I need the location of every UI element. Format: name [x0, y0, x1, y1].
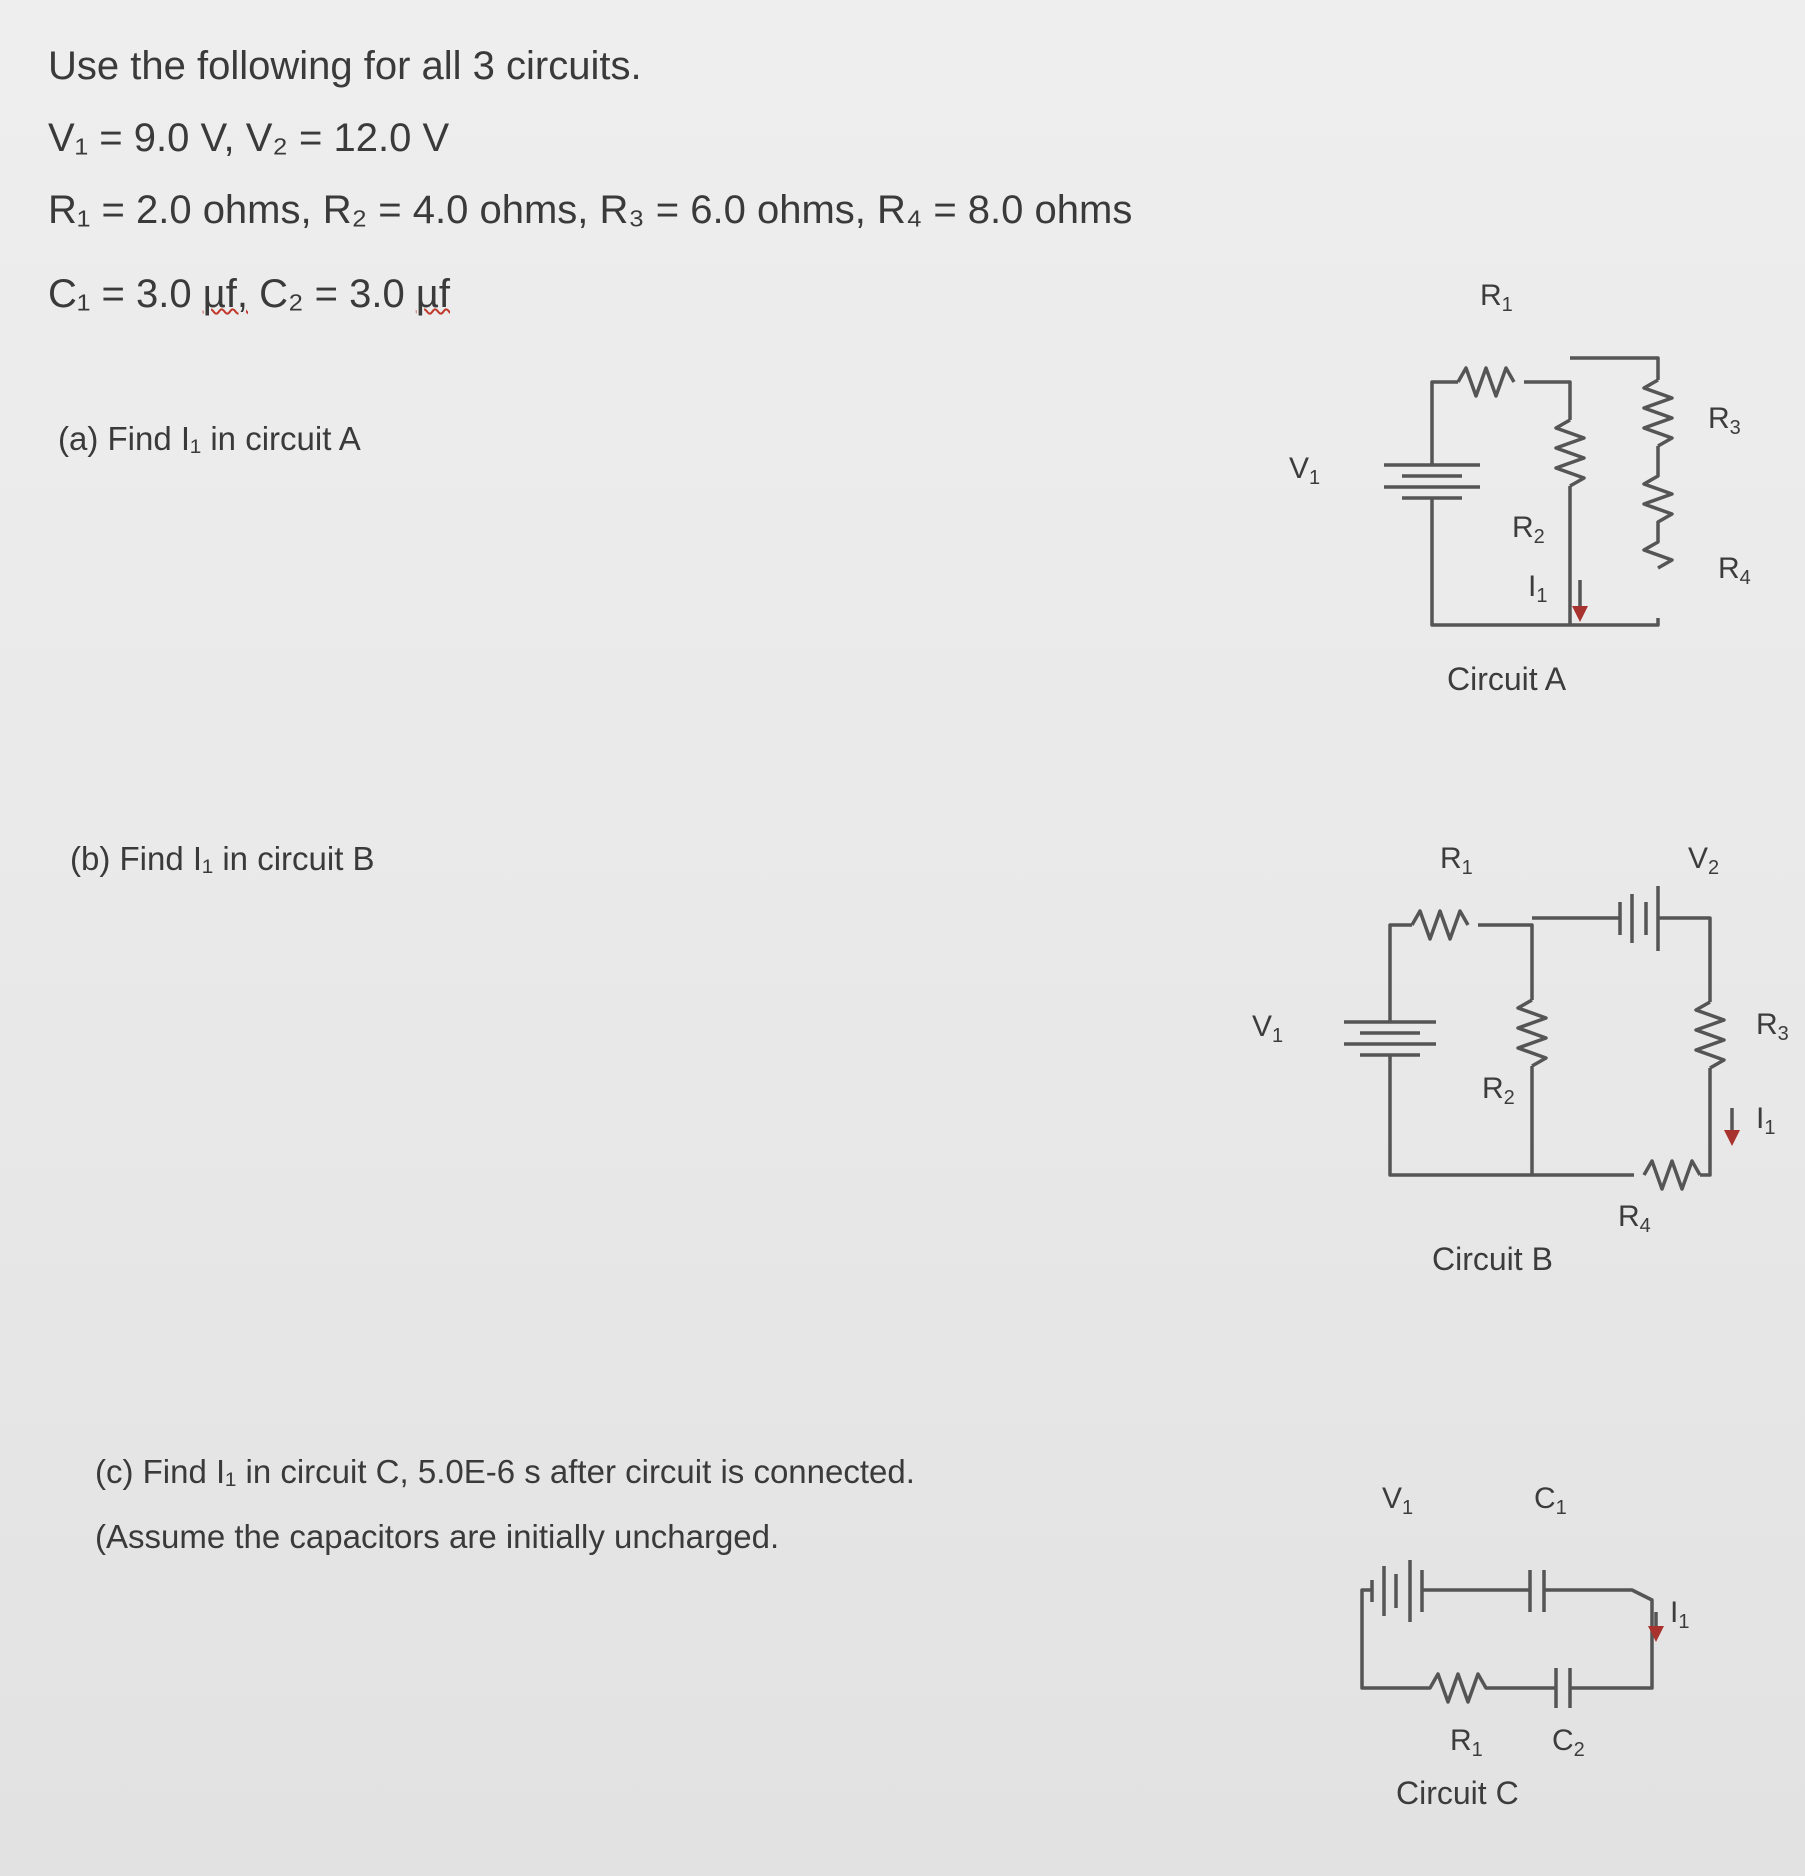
circuit-b-label-r1: $R_1$ [1440, 842, 1473, 879]
circuit-b-current-arrow-head [1724, 1130, 1740, 1146]
circuit-c-label-r1: $R_1$ [1450, 1724, 1483, 1761]
question-b: (b) Find I₁ in circuit B [70, 840, 375, 877]
circuit-c-label-c1: $C_1$ [1534, 1482, 1567, 1519]
circuit-b-caption: Circuit B [1432, 1241, 1553, 1277]
circuit-a-wire-bottom [1432, 505, 1658, 625]
circuit-b-label-r2: $R_2$ [1482, 1072, 1515, 1109]
circuit-b-label-v1: $V_1$ [1252, 1010, 1284, 1047]
circuit-a-wire-left-top [1432, 382, 1458, 465]
c1-value: C₁ = 3.0 [48, 272, 203, 316]
circuit-a-label-i1: $I_1$ [1528, 570, 1548, 607]
circuit-b-battery-v2 [1620, 886, 1658, 951]
circuit-c-label-i1: $I_1$ [1670, 1596, 1690, 1633]
circuit-b-wire-top-mid [1478, 925, 1532, 1000]
question-a: (a) Find I₁ in circuit A [58, 420, 361, 457]
circuit-c [1362, 1482, 1689, 1811]
circuit-c-wire-top-right [1544, 1590, 1652, 1688]
circuit-b-label-r3: $R_3$ [1756, 1008, 1789, 1045]
circuit-b-label-r4: $R_4$ [1618, 1200, 1651, 1237]
voltages-text: V₁ = 9.0 V, V₂ = 12.0 V [48, 116, 450, 160]
circuit-b-battery-v1 [1344, 1022, 1436, 1062]
circuit-b-wire-r3-down [1700, 1068, 1710, 1175]
circuit-b-wire-bottom [1390, 1062, 1634, 1175]
circuit-a-resistor-r3 [1644, 380, 1672, 446]
circuit-a-wire-top-mid [1524, 382, 1570, 420]
question-c-line1: (c) Find I₁ in circuit C, 5.0E-6 s after circuit is connected. [95, 1453, 915, 1490]
circuit-b-wire-v2-right [1658, 918, 1710, 1002]
circuit-a-resistor-r2 [1556, 420, 1584, 486]
circuit-c-label-v1: $V_1$ [1382, 1482, 1414, 1519]
circuit-b-resistor-r1 [1412, 911, 1468, 939]
circuit-b-resistor-r4 [1644, 1161, 1700, 1189]
circuit-a-resistor-r1 [1458, 368, 1514, 396]
c2-unit: µf [415, 272, 450, 316]
circuit-c-caption: Circuit C [1396, 1775, 1519, 1811]
circuit-c-capacitor-c1 [1530, 1570, 1544, 1612]
circuit-b-label-v2: $V_2$ [1688, 842, 1720, 879]
circuit-a-label-r3: $R_3$ [1708, 402, 1741, 439]
question-c-line2: (Assume the capacitors are initially uncharged. [95, 1518, 780, 1555]
circuit-a-label-r4: $R_4$ [1718, 552, 1751, 589]
c1-unit: µf, [202, 272, 248, 316]
circuit-c-battery-v1 [1372, 1560, 1422, 1622]
circuit-a-caption: Circuit A [1447, 661, 1567, 697]
circuit-a-resistor-r4 [1644, 446, 1672, 568]
circuit-c-resistor-r1 [1420, 1674, 1496, 1702]
c2-value: C₂ = 3.0 [247, 272, 416, 316]
circuit-b-resistor-r2 [1518, 1000, 1546, 1066]
circuit-b-resistor-r3 [1696, 1002, 1724, 1068]
circuit-a-wire-top-right [1570, 358, 1658, 380]
circuit-a-label-r2: $R_2$ [1512, 511, 1545, 548]
circuit-a [1289, 279, 1751, 697]
intro-text: Use the following for all 3 circuits. [48, 44, 642, 88]
resistances-text: R₁ = 2.0 ohms, R₂ = 4.0 ohms, R₃ = 6.0 ohms, R₄ = 8.0 ohms [48, 188, 1133, 232]
circuit-b-wire-left-top [1390, 925, 1412, 1022]
circuit-a-label-v1: $V_1$ [1289, 452, 1321, 489]
circuit-b-label-i1: $I_1$ [1756, 1102, 1776, 1139]
circuit-a-current-arrow-head [1572, 606, 1588, 622]
circuit-a-label-r1: $R_1$ [1480, 279, 1513, 316]
circuit-b [1252, 842, 1789, 1277]
circuit-a-battery-v1 [1384, 465, 1480, 505]
circuit-c-capacitor-c2 [1556, 1668, 1570, 1708]
circuit-c-label-c2: $C_2$ [1552, 1724, 1585, 1761]
